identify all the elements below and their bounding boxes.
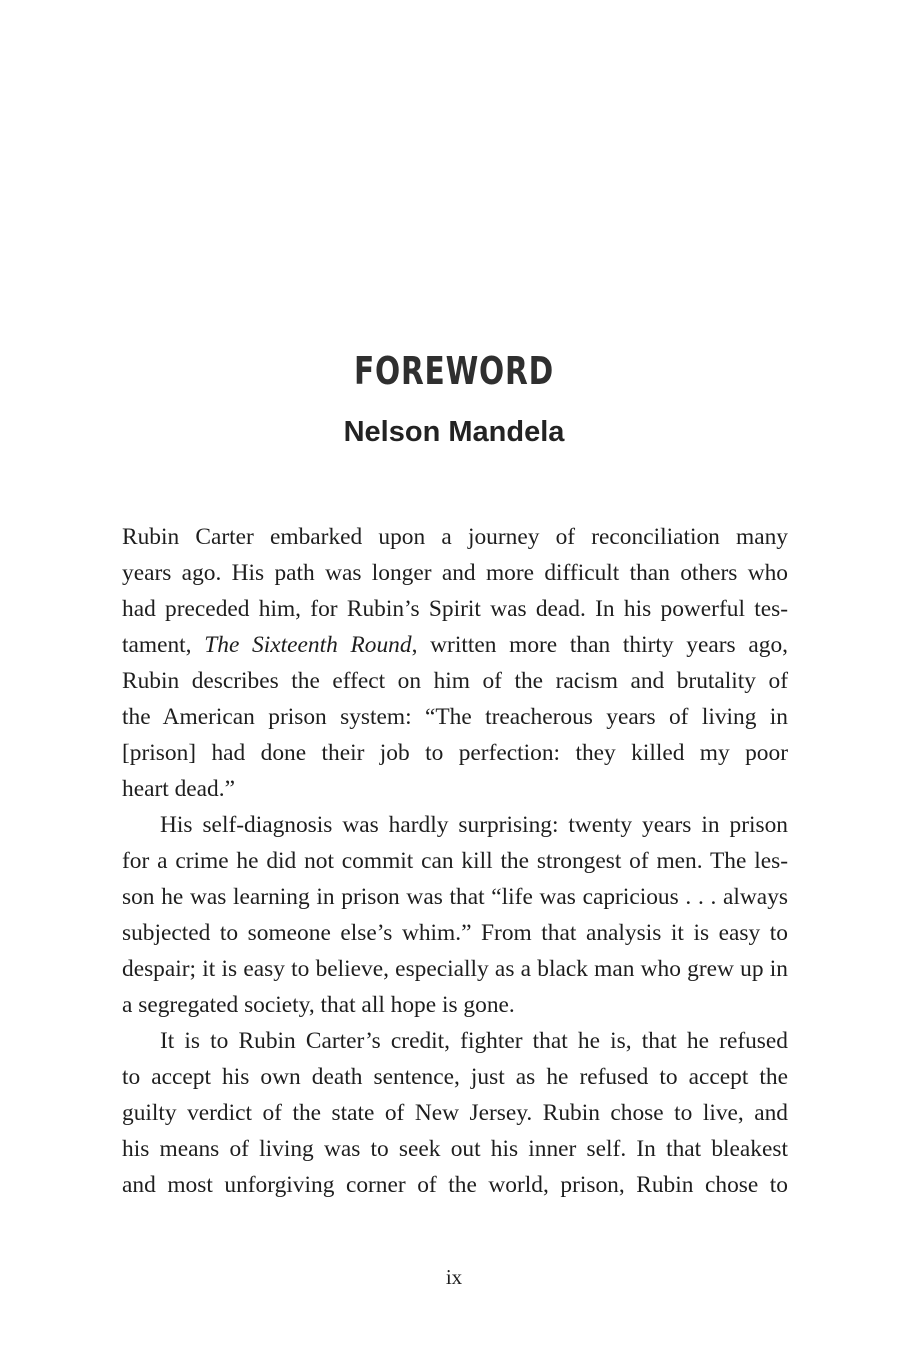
page-number: ix (445, 1265, 463, 1289)
text-line: Rubin describes the effect on him of the racism and brutality of (122, 668, 788, 694)
text-line: guilty verdict of the state of New Jersey. Rubin chose to live, and (122, 1100, 788, 1126)
text-line: It is to Rubin Carter’s credit, fighter that he is, that he refused (160, 1028, 788, 1054)
paragraph-2 (122, 807, 788, 1023)
text-line: despair; it is easy to believe, especially as a black man who grew up in (122, 956, 788, 982)
text-line: [prison] had done their job to perfection: they killed my poor (122, 740, 788, 766)
text-line: heart dead.” (122, 776, 235, 802)
text-line (122, 627, 788, 663)
body-text (122, 519, 788, 1203)
chapter-title: FOREWORD (353, 349, 555, 393)
text-line: Rubin Carter embarked upon a journey of reconciliation many (122, 524, 788, 550)
text-line: years ago. His path was longer and more difficult than others who (122, 560, 788, 586)
text-line: for a crime he did not commit can kill the strongest of men. The les- (122, 848, 788, 874)
text-segment: tament, (122, 632, 205, 658)
text-line: a segregated society, that all hope is gone. (122, 992, 515, 1018)
text-line: to accept his own death sentence, just as he refused to accept the (122, 1064, 788, 1090)
text-line: his means of living was to seek out his inner self. In that bleakest (122, 1136, 788, 1162)
text-line: had preceded him, for Rubin’s Spirit was dead. In his powerful tes- (122, 596, 788, 622)
paragraph-1 (122, 519, 788, 807)
text-line: son he was learning in prison was that “life was capricious . . . always (122, 884, 788, 910)
text-line: His self-diagnosis was hardly surprising: twenty years in prison (160, 812, 788, 838)
text-line: and most unforgiving corner of the world, prison, Rubin chose to (122, 1172, 788, 1198)
chapter-author: Nelson Mandela (343, 416, 565, 448)
paragraph-3 (122, 1023, 788, 1203)
text-line: subjected to someone else’s whim.” From that analysis it is easy to (122, 920, 788, 946)
text-line: the American prison system: “The treacherous years of living in (122, 704, 788, 730)
book-title-italic: The Sixteenth Round (204, 632, 412, 658)
text-segment: , written more than thirty years ago, (411, 632, 789, 658)
